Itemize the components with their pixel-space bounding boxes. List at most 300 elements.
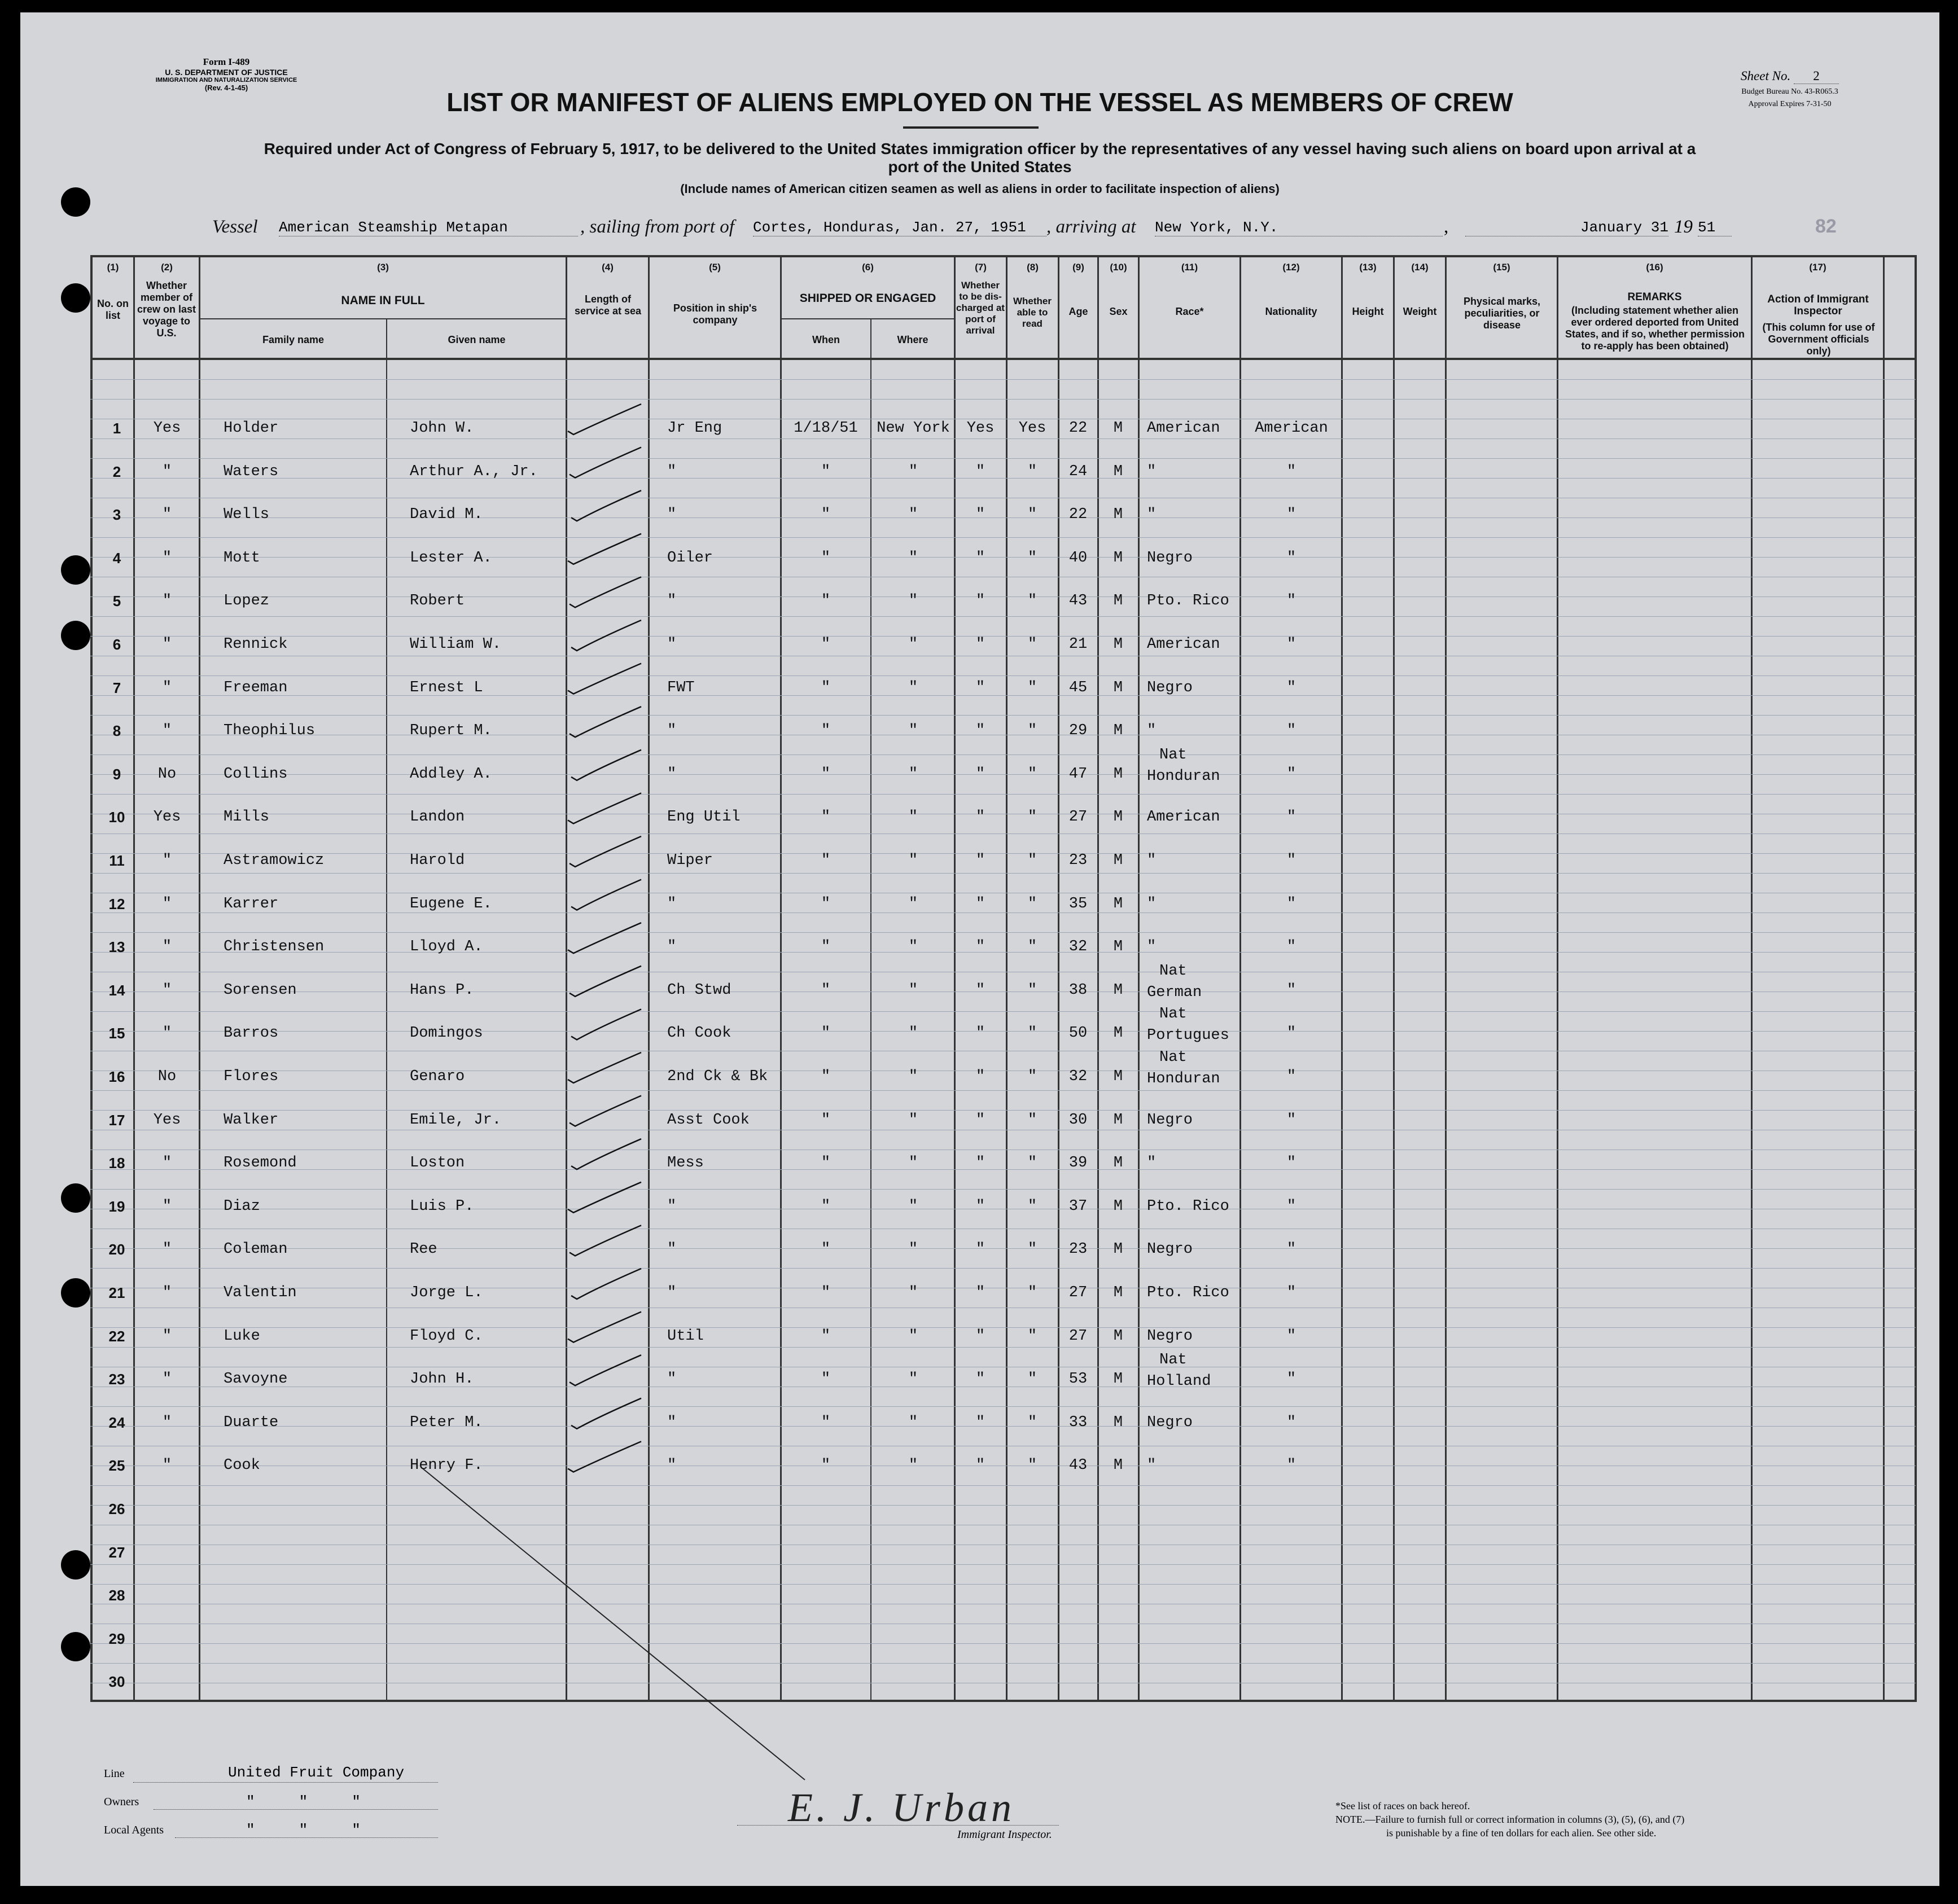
cell-voyage: " xyxy=(162,981,172,999)
cell-sex: M xyxy=(1113,765,1123,783)
cell-when: " xyxy=(821,852,831,869)
cell-nationality: " xyxy=(1286,1068,1296,1085)
cell-discharge: " xyxy=(975,852,985,869)
cell-race: Pto. Rico xyxy=(1147,593,1229,610)
cell-when: " xyxy=(821,1414,831,1431)
cell-voyage: " xyxy=(162,722,172,740)
cell-age: 43 xyxy=(1068,1457,1088,1475)
cell-when: " xyxy=(821,1155,831,1172)
cell-family: Freeman xyxy=(224,679,288,696)
cell-age: 22 xyxy=(1068,420,1088,437)
row-number: 9 xyxy=(112,765,121,783)
cell-family: Duarte xyxy=(224,1414,279,1431)
cell-discharge: " xyxy=(975,895,985,912)
row-number: 19 xyxy=(108,1197,125,1215)
col-10-header: Sex xyxy=(1109,306,1128,317)
cell-position: Wiper xyxy=(667,852,713,869)
cell-sex: M xyxy=(1113,1241,1123,1258)
cell-when: " xyxy=(821,809,831,826)
cell-position: " xyxy=(667,463,677,480)
cell-age: 32 xyxy=(1068,938,1088,956)
cell-age: 29 xyxy=(1068,722,1088,740)
row-number: 1 xyxy=(112,420,121,437)
sheet-number: 2 xyxy=(1794,69,1839,84)
cell-given: Henry F. xyxy=(410,1457,483,1475)
cell-where: " xyxy=(908,981,918,999)
form-service: IMMIGRATION AND NATURALIZATION SERVICE xyxy=(155,77,297,84)
fine-note: NOTE.—Failure to furnish full or correct information in columns (3), (5), (6), and (7) xyxy=(1335,1814,1685,1825)
cell-age: 27 xyxy=(1068,1284,1088,1301)
row-number: 7 xyxy=(112,679,121,696)
manifest-page xyxy=(20,12,1939,1886)
cell-age: 24 xyxy=(1068,463,1088,480)
cell-read: " xyxy=(1027,463,1037,480)
cell-discharge: " xyxy=(975,506,985,524)
cell-race: Negro xyxy=(1147,1327,1193,1345)
col-9-header: Age xyxy=(1068,306,1088,317)
cell-race-prefix: Nat xyxy=(1159,746,1187,764)
cell-sex: M xyxy=(1113,1025,1123,1042)
cell-voyage: " xyxy=(162,1327,172,1345)
cell-where: " xyxy=(908,1025,918,1042)
cell-race: Negro xyxy=(1147,1241,1193,1258)
cell-race: Negro xyxy=(1147,679,1193,696)
cell-race: " xyxy=(1147,938,1157,956)
cell-where: New York xyxy=(877,420,950,437)
cell-position: Eng Util xyxy=(667,809,741,826)
cell-discharge: " xyxy=(975,1371,985,1388)
cell-given: Peter M. xyxy=(410,1414,483,1431)
cell-family: Coleman xyxy=(224,1241,288,1258)
col-16-header: REMARKS xyxy=(1627,291,1682,303)
cell-age: 33 xyxy=(1068,1414,1088,1431)
cell-sex: M xyxy=(1113,1457,1123,1475)
cell-given: Harold xyxy=(410,852,465,869)
cell-when: " xyxy=(821,938,831,956)
cell-race: " xyxy=(1147,506,1157,524)
cell-given: Ernest L xyxy=(410,679,483,696)
cell-voyage: " xyxy=(162,1457,172,1475)
cell-race: Negro xyxy=(1147,549,1193,567)
cell-nationality: American xyxy=(1255,420,1328,437)
cell-sex: M xyxy=(1113,420,1123,437)
signature-underline xyxy=(737,1825,1059,1826)
col-4-header: Length of service at sea xyxy=(574,293,642,317)
cell-position: " xyxy=(667,895,677,912)
cell-sex: M xyxy=(1113,1284,1123,1301)
cell-read: " xyxy=(1027,1197,1037,1215)
cell-given: John W. xyxy=(410,420,474,437)
cell-given: John H. xyxy=(410,1371,474,1388)
cell-age: 22 xyxy=(1068,506,1088,524)
cell-family: Savoyne xyxy=(224,1371,288,1388)
cell-sex: M xyxy=(1113,1197,1123,1215)
cell-where: " xyxy=(908,1068,918,1085)
cell-position: " xyxy=(667,1197,677,1215)
cell-age: 21 xyxy=(1068,636,1088,653)
cell-read: " xyxy=(1027,722,1037,740)
cell-position: Ch Cook xyxy=(667,1025,731,1042)
cell-when: " xyxy=(821,1025,831,1042)
cell-voyage: " xyxy=(162,852,172,869)
cell-family: Walker xyxy=(224,1111,279,1129)
cell-race: Holland xyxy=(1147,1373,1211,1390)
cell-voyage: " xyxy=(162,506,172,524)
cell-position: " xyxy=(667,938,677,956)
cell-nationality: " xyxy=(1286,549,1296,567)
cell-read: " xyxy=(1027,1284,1037,1301)
cell-discharge: " xyxy=(975,1327,985,1345)
cell-discharge: " xyxy=(975,549,985,567)
cell-nationality: " xyxy=(1286,722,1296,740)
cell-nationality: " xyxy=(1286,938,1296,956)
cell-discharge: " xyxy=(975,636,985,653)
cell-discharge: " xyxy=(975,1155,985,1172)
cell-where: " xyxy=(908,506,918,524)
col-14-header: Weight xyxy=(1403,306,1437,317)
cell-voyage: Yes xyxy=(153,420,181,437)
row-number: 29 xyxy=(108,1630,125,1647)
cell-age: 37 xyxy=(1068,1197,1088,1215)
cell-where: " xyxy=(908,809,918,826)
cell-read: " xyxy=(1027,506,1037,524)
cell-when: " xyxy=(821,463,831,480)
cell-voyage: " xyxy=(162,895,172,912)
cell-read: " xyxy=(1027,1241,1037,1258)
col-2-header: Whether member of crew on last voyage to U.S. xyxy=(137,280,196,339)
cell-sex: M xyxy=(1113,549,1123,567)
cell-race: " xyxy=(1147,1457,1157,1475)
cell-nationality: " xyxy=(1286,593,1296,610)
cell-position: FWT xyxy=(667,679,695,696)
cell-where: " xyxy=(908,1414,918,1431)
cell-nationality: " xyxy=(1286,852,1296,869)
arriving-label: , arriving at xyxy=(1046,217,1136,237)
cell-given: Ree xyxy=(410,1241,437,1258)
cell-position: " xyxy=(667,1457,677,1475)
cell-sex: M xyxy=(1113,1371,1123,1388)
cell-voyage: Yes xyxy=(153,809,181,826)
cell-where: " xyxy=(908,1327,918,1345)
cell-when: " xyxy=(821,1197,831,1215)
col-3-header: NAME IN FULL xyxy=(341,294,425,307)
cell-given: Luis P. xyxy=(410,1197,474,1215)
cell-position: " xyxy=(667,1371,677,1388)
cell-discharge: " xyxy=(975,1457,985,1475)
col-5-header: Position in ship's company xyxy=(673,302,757,326)
cell-position: " xyxy=(667,765,677,783)
row-number: 24 xyxy=(108,1414,125,1431)
cell-age: 32 xyxy=(1068,1068,1088,1085)
cell-age: 23 xyxy=(1068,1241,1088,1258)
cell-when: " xyxy=(821,549,831,567)
cell-sex: M xyxy=(1113,463,1123,480)
cell-where: " xyxy=(908,593,918,610)
cell-when: " xyxy=(821,506,831,524)
cell-where: " xyxy=(908,722,918,740)
cell-when: " xyxy=(821,1241,831,1258)
cell-position: Asst Cook xyxy=(667,1111,750,1129)
cell-nationality: " xyxy=(1286,981,1296,999)
form-department: U. S. DEPARTMENT OF JUSTICE xyxy=(165,68,288,77)
cell-when: " xyxy=(821,636,831,653)
cell-when: " xyxy=(821,981,831,999)
cell-given: Hans P. xyxy=(410,981,474,999)
cell-family: Lopez xyxy=(224,593,270,610)
row-number: 30 xyxy=(108,1673,125,1691)
cell-nationality: " xyxy=(1286,1414,1296,1431)
row-number: 25 xyxy=(108,1457,125,1475)
col-13-header: Height xyxy=(1352,306,1384,317)
col-6-when-header: When xyxy=(812,334,840,345)
cell-where: " xyxy=(908,1241,918,1258)
cell-position: Mess xyxy=(667,1155,704,1172)
cell-voyage: " xyxy=(162,1284,172,1301)
row-number: 17 xyxy=(108,1111,125,1129)
cell-nationality: " xyxy=(1286,1025,1296,1042)
cell-family: Theophilus xyxy=(224,722,316,740)
line-label: Line xyxy=(104,1767,125,1780)
agents-value: " " " xyxy=(246,1822,361,1839)
cell-when: " xyxy=(821,1111,831,1129)
cell-nationality: " xyxy=(1286,895,1296,912)
cell-race-prefix: Nat xyxy=(1159,1006,1187,1023)
cell-family: Rennick xyxy=(224,636,288,653)
cell-age: 47 xyxy=(1068,765,1088,783)
cell-race: " xyxy=(1147,1155,1157,1172)
row-number: 16 xyxy=(108,1068,125,1085)
row-number: 8 xyxy=(112,722,121,740)
row-number: 3 xyxy=(112,506,121,524)
cell-voyage: " xyxy=(162,1025,172,1042)
cell-discharge: " xyxy=(975,1111,985,1129)
approval-expires: Approval Expires 7-31-50 xyxy=(1748,100,1832,108)
cell-read: " xyxy=(1027,593,1037,610)
cell-given: Addley A. xyxy=(410,765,492,783)
cell-race: Negro xyxy=(1147,1111,1193,1129)
cell-family: Wells xyxy=(224,506,270,524)
col-15-number: (15) xyxy=(1493,262,1510,273)
cell-given: Robert xyxy=(410,593,465,610)
row-number: 6 xyxy=(112,636,121,653)
col-17-note: (This column for use of Government officials only) xyxy=(1762,322,1875,357)
cell-read: " xyxy=(1027,679,1037,696)
cell-given: Floyd C. xyxy=(410,1327,483,1345)
col-16-number: (16) xyxy=(1646,262,1663,273)
cell-race: American xyxy=(1147,809,1220,826)
cell-age: 40 xyxy=(1068,549,1088,567)
cell-family: Waters xyxy=(224,463,279,480)
cell-where: " xyxy=(908,1284,918,1301)
col-12-header: Nationality xyxy=(1265,306,1317,317)
col-1-number: (1) xyxy=(107,262,119,273)
cell-given: Genaro xyxy=(410,1068,465,1085)
cell-family: Collins xyxy=(224,765,288,783)
cell-family: Mills xyxy=(224,809,270,826)
cell-given: Lester A. xyxy=(410,549,492,567)
cell-sex: M xyxy=(1113,1327,1123,1345)
cell-race-prefix: Nat xyxy=(1159,1049,1187,1066)
cell-when: " xyxy=(821,679,831,696)
cell-position: Jr Eng xyxy=(667,420,722,437)
cell-given: William W. xyxy=(410,636,502,653)
cell-given: Domingos xyxy=(410,1025,483,1042)
cell-family: Valentin xyxy=(224,1284,297,1301)
cell-discharge: " xyxy=(975,1241,985,1258)
cell-when: " xyxy=(821,1068,831,1085)
cell-race: Honduran xyxy=(1147,1071,1220,1087)
cell-given: Landon xyxy=(410,809,465,826)
cell-family: Sorensen xyxy=(224,981,297,999)
cell-voyage: " xyxy=(162,636,172,653)
cell-age: 50 xyxy=(1068,1025,1088,1042)
cell-position: " xyxy=(667,722,677,740)
cell-voyage: " xyxy=(162,593,172,610)
cell-read: " xyxy=(1027,1155,1037,1172)
cell-position: " xyxy=(667,506,677,524)
cell-read: " xyxy=(1027,765,1037,783)
cell-read: " xyxy=(1027,636,1037,653)
cell-race-prefix: Nat xyxy=(1159,962,1187,980)
cell-given: Jorge L. xyxy=(410,1284,483,1301)
fine-note-cont: is punishable by a fine of ten dollars for each alien. See other side. xyxy=(1386,1827,1657,1839)
page-title: LIST OR MANIFEST OF ALIENS EMPLOYED ON THE VESSEL AS MEMBERS OF CREW xyxy=(446,87,1513,117)
cell-where: " xyxy=(908,1371,918,1388)
cell-age: 43 xyxy=(1068,593,1088,610)
col-14-number: (14) xyxy=(1411,262,1429,273)
cell-when: " xyxy=(821,593,831,610)
cell-family: Rosemond xyxy=(224,1155,297,1172)
cell-nationality: " xyxy=(1286,809,1296,826)
col-7-number: (7) xyxy=(975,262,987,273)
cell-read: " xyxy=(1027,1457,1037,1475)
owners-label: Owners xyxy=(104,1796,139,1808)
col-2-number: (2) xyxy=(161,262,173,273)
cell-when: " xyxy=(821,1284,831,1301)
row-number: 2 xyxy=(112,463,121,480)
cell-race: American xyxy=(1147,636,1220,653)
cell-race: Pto. Rico xyxy=(1147,1197,1229,1215)
cell-read: Yes xyxy=(1018,420,1046,437)
cell-position: " xyxy=(667,1414,677,1431)
col-1-header: No. on list xyxy=(97,298,129,321)
col-15-header: Physical marks, peculiarities, or disease xyxy=(1463,296,1541,331)
col-17-number: (17) xyxy=(1809,262,1826,273)
cell-given: Eugene E. xyxy=(410,895,492,912)
cell-sex: M xyxy=(1113,895,1123,912)
owners-value: " " " xyxy=(246,1793,361,1810)
subtitle-line-1: Required under Act of Congress of February 5, 1917, to be delivered to the United States immigration officer by the representatives of any vessel having such aliens on board upon arrival at a xyxy=(264,140,1696,157)
cell-race: German xyxy=(1147,984,1202,1001)
cell-sex: M xyxy=(1113,1068,1123,1085)
cell-when: " xyxy=(821,1371,831,1388)
cell-read: " xyxy=(1027,1111,1037,1129)
cell-when: 1/18/51 xyxy=(794,420,858,437)
cell-age: 38 xyxy=(1068,981,1088,999)
cell-age: 23 xyxy=(1068,852,1088,869)
cell-where: " xyxy=(908,1197,918,1215)
cell-race: Negro xyxy=(1147,1414,1193,1431)
cell-sex: M xyxy=(1113,1414,1123,1431)
row-number: 28 xyxy=(108,1587,125,1604)
cell-family: Flores xyxy=(224,1068,279,1085)
cell-age: 27 xyxy=(1068,1327,1088,1345)
cell-age: 45 xyxy=(1068,679,1088,696)
col-4-number: (4) xyxy=(602,262,614,273)
cell-family: Diaz xyxy=(224,1197,260,1215)
row-number: 12 xyxy=(108,895,125,912)
cell-voyage: " xyxy=(162,463,172,480)
races-note: *See list of races on back hereof. xyxy=(1335,1800,1470,1811)
cell-age: 30 xyxy=(1068,1111,1088,1129)
cell-read: " xyxy=(1027,895,1037,912)
cell-nationality: " xyxy=(1286,463,1296,480)
cell-position: Util xyxy=(667,1327,704,1345)
cell-age: 27 xyxy=(1068,809,1088,826)
cell-sex: M xyxy=(1113,593,1123,610)
row-number: 22 xyxy=(108,1327,125,1345)
cell-sex: M xyxy=(1113,981,1123,999)
cell-discharge: " xyxy=(975,1414,985,1431)
cell-race: " xyxy=(1147,895,1157,912)
cell-family: Mott xyxy=(224,549,260,567)
cell-position: 2nd Ck & Bk xyxy=(667,1068,768,1085)
col-8-number: (8) xyxy=(1027,262,1039,273)
cell-position: " xyxy=(667,1241,677,1258)
voyage-comma: , xyxy=(1444,217,1449,237)
cell-sex: M xyxy=(1113,852,1123,869)
cell-nationality: " xyxy=(1286,1241,1296,1258)
cell-position: " xyxy=(667,593,677,610)
inspector-signature: E. J. Urban xyxy=(788,1785,1015,1830)
cell-nationality: " xyxy=(1286,1111,1296,1129)
row-number: 13 xyxy=(108,938,125,956)
subtitle-line-3: (Include names of American citizen seamen as well as aliens in order to facilitate inspection of aliens) xyxy=(680,182,1280,196)
year-prefix: 19 xyxy=(1674,217,1693,237)
col-11-header: Race* xyxy=(1175,306,1204,317)
row-number: 26 xyxy=(108,1501,125,1517)
cell-given: Loston xyxy=(410,1155,465,1172)
col-7-header: Whether to be dis-charged at port of arrival xyxy=(956,280,1005,336)
arrival-port: New York, N.Y. xyxy=(1155,219,1443,236)
cell-nationality: " xyxy=(1286,679,1296,696)
cell-family: Christensen xyxy=(224,938,325,956)
cell-race: " xyxy=(1147,722,1157,740)
cell-nationality: " xyxy=(1286,636,1296,653)
cell-where: " xyxy=(908,679,918,696)
cell-discharge: " xyxy=(975,809,985,826)
row-number: 10 xyxy=(108,809,125,826)
subtitle-line-2: port of the United States xyxy=(888,158,1072,176)
cell-discharge: " xyxy=(975,463,985,480)
cell-voyage: " xyxy=(162,549,172,567)
col-3-number: (3) xyxy=(377,262,389,273)
vessel-name: American Steamship Metapan xyxy=(279,219,578,236)
agents-label: Local Agents xyxy=(104,1824,164,1836)
year-suffix: 51 xyxy=(1698,219,1732,236)
row-number: 21 xyxy=(108,1284,125,1301)
col-6-number: (6) xyxy=(862,262,874,273)
cell-when: " xyxy=(821,1327,831,1345)
cell-where: " xyxy=(908,765,918,783)
vessel-label: Vessel xyxy=(212,217,258,237)
cell-position: Oiler xyxy=(667,549,713,567)
cell-position: " xyxy=(667,1284,677,1301)
cell-read: " xyxy=(1027,1327,1037,1345)
cell-discharge: " xyxy=(975,722,985,740)
cell-position: Ch Stwd xyxy=(667,981,731,999)
col-9-number: (9) xyxy=(1072,262,1084,273)
